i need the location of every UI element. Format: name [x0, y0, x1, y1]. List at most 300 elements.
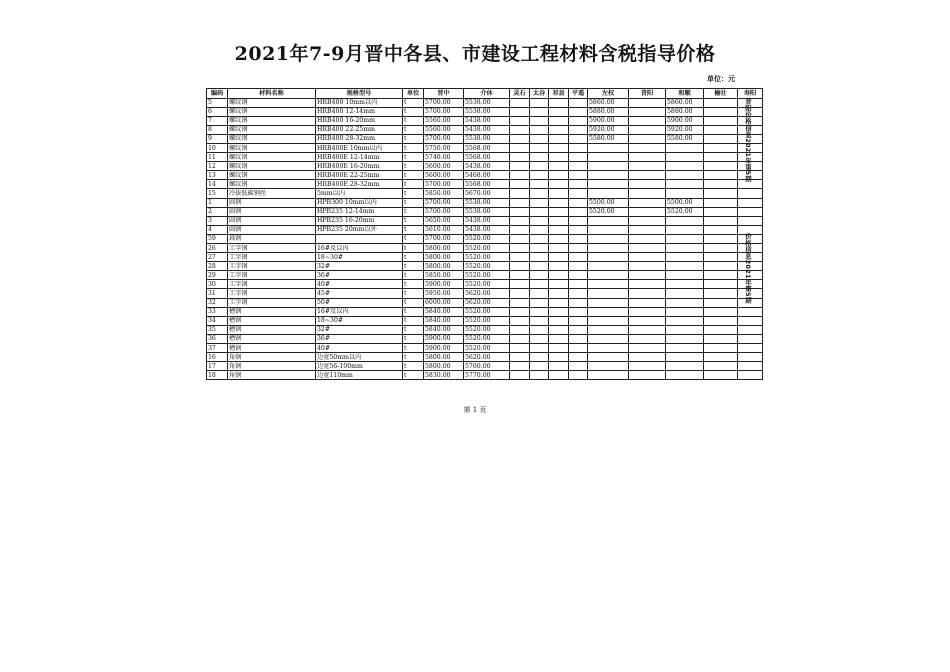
- table-cell: [588, 143, 629, 152]
- table-cell: [530, 344, 549, 353]
- table-cell: 5920.00: [666, 125, 704, 134]
- table-cell: [569, 171, 588, 180]
- table-cell: t: [403, 234, 424, 243]
- table-cell: [704, 334, 738, 343]
- table-cell: [569, 289, 588, 298]
- table-cell: 5520.00: [464, 280, 510, 289]
- table-cell: t: [403, 225, 424, 234]
- table-cell: 螺纹钢: [228, 107, 316, 116]
- table-cell: 45#: [316, 289, 403, 298]
- table-cell: [629, 353, 666, 362]
- table-cell: 30: [207, 280, 228, 289]
- table-cell: [510, 253, 530, 262]
- table-cell: [549, 325, 569, 334]
- table-cell: t: [403, 253, 424, 262]
- table-cell: [530, 134, 549, 143]
- table-cell: [510, 334, 530, 343]
- table-cell: [569, 162, 588, 171]
- table-cell: 槽钢: [228, 334, 316, 343]
- table-cell: t: [403, 334, 424, 343]
- table-cell: [704, 180, 738, 189]
- table-cell: [704, 307, 738, 316]
- table-cell: [629, 344, 666, 353]
- table-cell: [704, 107, 738, 116]
- table-row: [207, 180, 763, 189]
- table-row: [207, 325, 763, 334]
- table-cell: 5538.00: [464, 107, 510, 116]
- table-cell: 5520.00: [464, 307, 510, 316]
- table-cell: [738, 344, 763, 353]
- table-cell: t: [403, 344, 424, 353]
- table-cell: [666, 334, 704, 343]
- table-cell: 40#: [316, 280, 403, 289]
- table-cell: [530, 289, 549, 298]
- table-cell: [530, 198, 549, 207]
- table-cell: 26: [207, 244, 228, 253]
- table-cell: 5830.00: [424, 371, 464, 380]
- table-cell: 螺纹钢: [228, 180, 316, 189]
- table-cell: 32: [207, 298, 228, 307]
- table-cell: 5920.00: [588, 125, 629, 134]
- table-row: [207, 207, 763, 216]
- table-cell: 槽钢: [228, 325, 316, 334]
- table-cell: 2: [207, 207, 228, 216]
- table-cell: 8: [207, 125, 228, 134]
- table-cell: [588, 244, 629, 253]
- table-cell: [569, 334, 588, 343]
- table-cell: HPB235 20mm以外: [316, 225, 403, 234]
- column-header: 和顺: [666, 89, 704, 99]
- table-cell: [549, 280, 569, 289]
- table-cell: [704, 344, 738, 353]
- table-cell: t: [403, 198, 424, 207]
- table-cell: [530, 216, 549, 225]
- table-cell: HRB400E 16-20mm: [316, 162, 403, 171]
- table-cell: [549, 362, 569, 371]
- table-cell: t: [403, 216, 424, 225]
- table-cell: 5800.00: [424, 353, 464, 362]
- table-cell: 9: [207, 134, 228, 143]
- table-cell: [530, 234, 549, 243]
- column-header: 编码: [207, 89, 228, 99]
- table-cell: [738, 216, 763, 225]
- table-row: [207, 189, 763, 198]
- table-cell: [569, 98, 588, 107]
- table-cell: [629, 371, 666, 380]
- table-cell: t: [403, 271, 424, 280]
- table-cell: [569, 225, 588, 234]
- page-number: 第 1 页: [463, 406, 487, 414]
- table-cell: [704, 198, 738, 207]
- table-cell: 角钢: [228, 371, 316, 380]
- table-cell: [510, 234, 530, 243]
- table-row: [207, 371, 763, 380]
- table-cell: [704, 171, 738, 180]
- table-cell: t: [403, 171, 424, 180]
- table-cell: [629, 244, 666, 253]
- table-cell: 5770.00: [464, 371, 510, 380]
- table-cell: [569, 253, 588, 262]
- table-cell: 12: [207, 162, 228, 171]
- table-cell: 16#及以内: [316, 244, 403, 253]
- table-cell: [530, 116, 549, 125]
- table-cell: [569, 371, 588, 380]
- table-cell: 36#: [316, 271, 403, 280]
- table-cell: HRB400 10mm以内: [316, 98, 403, 107]
- table-cell: t: [403, 207, 424, 216]
- table-cell: 5900.00: [424, 334, 464, 343]
- column-header: 榆社: [704, 89, 738, 99]
- table-row: [207, 216, 763, 225]
- table-row: [207, 298, 763, 307]
- table-cell: 5670.00: [464, 189, 510, 198]
- table-cell: [629, 98, 666, 107]
- table-cell: [588, 171, 629, 180]
- table-cell: 6: [207, 107, 228, 116]
- table-cell: [530, 307, 549, 316]
- table-cell: t: [403, 153, 424, 162]
- table-cell: [704, 316, 738, 325]
- table-cell: [588, 189, 629, 198]
- table-cell: 40#: [316, 344, 403, 353]
- table-cell: [588, 271, 629, 280]
- table-cell: [510, 325, 530, 334]
- table-cell: 59: [207, 234, 228, 243]
- table-cell: [738, 334, 763, 343]
- table-cell: 5700.00: [424, 98, 464, 107]
- table-cell: [629, 325, 666, 334]
- table-cell: [704, 262, 738, 271]
- table-cell: [510, 371, 530, 380]
- table-cell: [666, 262, 704, 271]
- table-cell: 工字钢: [228, 271, 316, 280]
- table-cell: 5880.00: [588, 107, 629, 116]
- table-cell: 34: [207, 316, 228, 325]
- column-header: 晋中: [424, 89, 464, 99]
- table-cell: 5520.00: [464, 253, 510, 262]
- table-cell: [530, 298, 549, 307]
- table-cell: [704, 280, 738, 289]
- table-cell: 角钢: [228, 362, 316, 371]
- table-cell: [629, 125, 666, 134]
- table-cell: 5840.00: [424, 316, 464, 325]
- table-cell: t: [403, 244, 424, 253]
- table-cell: 16#及以内: [316, 307, 403, 316]
- table-cell: [569, 234, 588, 243]
- table-cell: [629, 116, 666, 125]
- table-cell: [569, 189, 588, 198]
- table-cell: [666, 344, 704, 353]
- table-cell: t: [403, 307, 424, 316]
- table-cell: [549, 334, 569, 343]
- table-cell: 5850.00: [424, 271, 464, 280]
- table-cell: [666, 162, 704, 171]
- table-cell: [629, 153, 666, 162]
- table-cell: [510, 289, 530, 298]
- table-cell: 5860.00: [666, 98, 704, 107]
- table-cell: [510, 316, 530, 325]
- table-cell: 5840.00: [424, 325, 464, 334]
- table-cell: [738, 198, 763, 207]
- table-cell: [704, 362, 738, 371]
- table-cell: [704, 162, 738, 171]
- table-cell: [530, 171, 549, 180]
- table-cell: [530, 162, 549, 171]
- table-cell: [530, 325, 549, 334]
- table-cell: [510, 134, 530, 143]
- table-cell: 17: [207, 362, 228, 371]
- table-cell: [666, 253, 704, 262]
- table-cell: 边宽110mm: [316, 371, 403, 380]
- table-cell: [549, 189, 569, 198]
- table-cell: [629, 162, 666, 171]
- table-cell: [738, 316, 763, 325]
- table-cell: 5438.00: [464, 116, 510, 125]
- table-cell: [549, 234, 569, 243]
- unit-label: 单位：元: [707, 75, 735, 83]
- table-cell: [704, 116, 738, 125]
- table-cell: 5568.00: [464, 180, 510, 189]
- table-cell: [738, 362, 763, 371]
- table-cell: [704, 207, 738, 216]
- table-cell: 6000.00: [424, 298, 464, 307]
- table-cell: [569, 362, 588, 371]
- table-cell: [569, 107, 588, 116]
- table-cell: 工字钢: [228, 298, 316, 307]
- table-cell: [588, 325, 629, 334]
- table-row: [207, 234, 763, 243]
- table-cell: 5520.00: [464, 244, 510, 253]
- table-cell: [704, 153, 738, 162]
- table-cell: [629, 362, 666, 371]
- table-cell: 5438.00: [464, 125, 510, 134]
- table-row: [207, 253, 763, 262]
- table-cell: [510, 98, 530, 107]
- table-body: [207, 98, 763, 380]
- table-cell: [588, 280, 629, 289]
- table-cell: [666, 280, 704, 289]
- table-cell: [666, 362, 704, 371]
- table-cell: 圆钢: [228, 198, 316, 207]
- table-cell: 5620.00: [464, 289, 510, 298]
- table-cell: [549, 107, 569, 116]
- table-cell: [549, 207, 569, 216]
- table-cell: 10: [207, 143, 228, 152]
- table-cell: [666, 244, 704, 253]
- table-cell: [588, 334, 629, 343]
- table-cell: 5700.00: [424, 134, 464, 143]
- table-cell: [530, 180, 549, 189]
- table-cell: [510, 162, 530, 171]
- table-cell: [704, 125, 738, 134]
- table-cell: 5800.00: [424, 262, 464, 271]
- table-cell: t: [403, 353, 424, 362]
- table-cell: 槽钢: [228, 307, 316, 316]
- table-cell: [549, 125, 569, 134]
- table-cell: 18~30#: [316, 316, 403, 325]
- table-cell: 5700.00: [424, 207, 464, 216]
- column-header: 左权: [588, 89, 629, 99]
- table-cell: 36#: [316, 334, 403, 343]
- table-cell: 工字钢: [228, 289, 316, 298]
- table-cell: [588, 344, 629, 353]
- table-row: [207, 353, 763, 362]
- table-row: [207, 307, 763, 316]
- table-cell: 圆钢: [228, 225, 316, 234]
- table-cell: 边宽56-100mm: [316, 362, 403, 371]
- table-cell: [666, 371, 704, 380]
- table-cell: [704, 189, 738, 198]
- table-cell: 5900.00: [666, 116, 704, 125]
- table-row: [207, 198, 763, 207]
- table-cell: HPB235 12-14mm: [316, 207, 403, 216]
- table-cell: [510, 207, 530, 216]
- table-cell: [569, 244, 588, 253]
- table-cell: 5500.00: [666, 198, 704, 207]
- table-cell: 15: [207, 189, 228, 198]
- table-cell: 50#: [316, 298, 403, 307]
- column-header: 介休: [464, 89, 510, 99]
- table-cell: [569, 316, 588, 325]
- table-cell: [704, 253, 738, 262]
- table-cell: 5800.00: [424, 362, 464, 371]
- table-cell: t: [403, 316, 424, 325]
- table-cell: 5600.00: [424, 171, 464, 180]
- table-cell: 5800.00: [424, 253, 464, 262]
- table-cell: 5950.00: [424, 289, 464, 298]
- table-cell: [569, 262, 588, 271]
- table-cell: [530, 207, 549, 216]
- table-cell: [549, 307, 569, 316]
- table-cell: [588, 371, 629, 380]
- table-cell: HRB400E 28-32mm: [316, 180, 403, 189]
- table-cell: 5620.00: [464, 298, 510, 307]
- column-header: 平遥: [569, 89, 588, 99]
- table-cell: [629, 107, 666, 116]
- table-cell: 螺纹钢: [228, 98, 316, 107]
- table-cell: 5438.00: [464, 162, 510, 171]
- table-cell: [569, 125, 588, 134]
- table-cell: [549, 262, 569, 271]
- table-cell: [549, 289, 569, 298]
- table-cell: [629, 216, 666, 225]
- table-cell: HRB400 16-20mm: [316, 116, 403, 125]
- table-header-row: [207, 89, 763, 99]
- table-cell: [588, 153, 629, 162]
- table-cell: 5538.00: [464, 207, 510, 216]
- table-cell: [510, 171, 530, 180]
- table-cell: [549, 98, 569, 107]
- table-row: [207, 171, 763, 180]
- table-cell: 5468.00: [464, 171, 510, 180]
- table-cell: 5438.00: [464, 225, 510, 234]
- table-cell: [588, 162, 629, 171]
- table-cell: HRB400 12-14mm: [316, 107, 403, 116]
- side-note-top: 昔阳价格信息2021年第5期: [744, 98, 752, 183]
- table-cell: [666, 325, 704, 334]
- table-cell: 1: [207, 198, 228, 207]
- table-cell: [666, 216, 704, 225]
- table-cell: 5520.00: [464, 234, 510, 243]
- table-cell: 工字钢: [228, 253, 316, 262]
- table-cell: 槽钢: [228, 344, 316, 353]
- table-cell: [530, 353, 549, 362]
- table-cell: [569, 280, 588, 289]
- table-cell: [738, 207, 763, 216]
- table-cell: [629, 180, 666, 189]
- table-cell: [569, 116, 588, 125]
- table-cell: 3: [207, 216, 228, 225]
- table-cell: [588, 234, 629, 243]
- column-header: 祁县: [549, 89, 569, 99]
- table-cell: [704, 244, 738, 253]
- table-cell: 工字钢: [228, 244, 316, 253]
- table-cell: 28: [207, 262, 228, 271]
- table-cell: t: [403, 107, 424, 116]
- table-cell: [510, 198, 530, 207]
- side-note-middle: 价格信息2021年第5期: [744, 233, 752, 304]
- table-cell: 5600.00: [424, 162, 464, 171]
- table-row: [207, 262, 763, 271]
- document-title: 2021年7-9月晋中各县、市建设工程材料含税指导价格: [234, 43, 716, 65]
- table-cell: [588, 298, 629, 307]
- table-cell: [510, 271, 530, 280]
- table-cell: [510, 307, 530, 316]
- table-cell: [629, 198, 666, 207]
- table-cell: [738, 189, 763, 198]
- table-cell: [549, 116, 569, 125]
- table-cell: [629, 280, 666, 289]
- table-cell: 5740.00: [424, 153, 464, 162]
- table-cell: [510, 189, 530, 198]
- table-cell: t: [403, 116, 424, 125]
- table-cell: 5568.00: [464, 153, 510, 162]
- table-cell: 螺纹钢: [228, 134, 316, 143]
- table-cell: 5760.00: [464, 362, 510, 371]
- table-cell: [666, 180, 704, 189]
- table-row: [207, 125, 763, 134]
- table-row: [207, 153, 763, 162]
- table-cell: [510, 262, 530, 271]
- table-cell: 5520.00: [464, 271, 510, 280]
- table-cell: [316, 234, 403, 243]
- table-cell: [549, 371, 569, 380]
- table-cell: 31: [207, 289, 228, 298]
- table-cell: [704, 234, 738, 243]
- table-cell: [704, 143, 738, 152]
- table-cell: t: [403, 98, 424, 107]
- table-cell: 冷拔低碳钢丝: [228, 189, 316, 198]
- table-cell: HRB400E 22-25mm: [316, 171, 403, 180]
- table-cell: [549, 344, 569, 353]
- table-cell: 5700.00: [424, 234, 464, 243]
- table-cell: [510, 244, 530, 253]
- table-cell: [629, 316, 666, 325]
- table-cell: [569, 325, 588, 334]
- table-cell: [704, 134, 738, 143]
- table-row: [207, 316, 763, 325]
- table-cell: [510, 107, 530, 116]
- table-cell: 35: [207, 325, 228, 334]
- table-cell: 27: [207, 253, 228, 262]
- column-header: 材料名称: [228, 89, 316, 99]
- table-cell: 5: [207, 98, 228, 107]
- table-cell: [704, 353, 738, 362]
- table-cell: [666, 225, 704, 234]
- table-cell: [629, 189, 666, 198]
- table-cell: [549, 244, 569, 253]
- table-cell: [704, 289, 738, 298]
